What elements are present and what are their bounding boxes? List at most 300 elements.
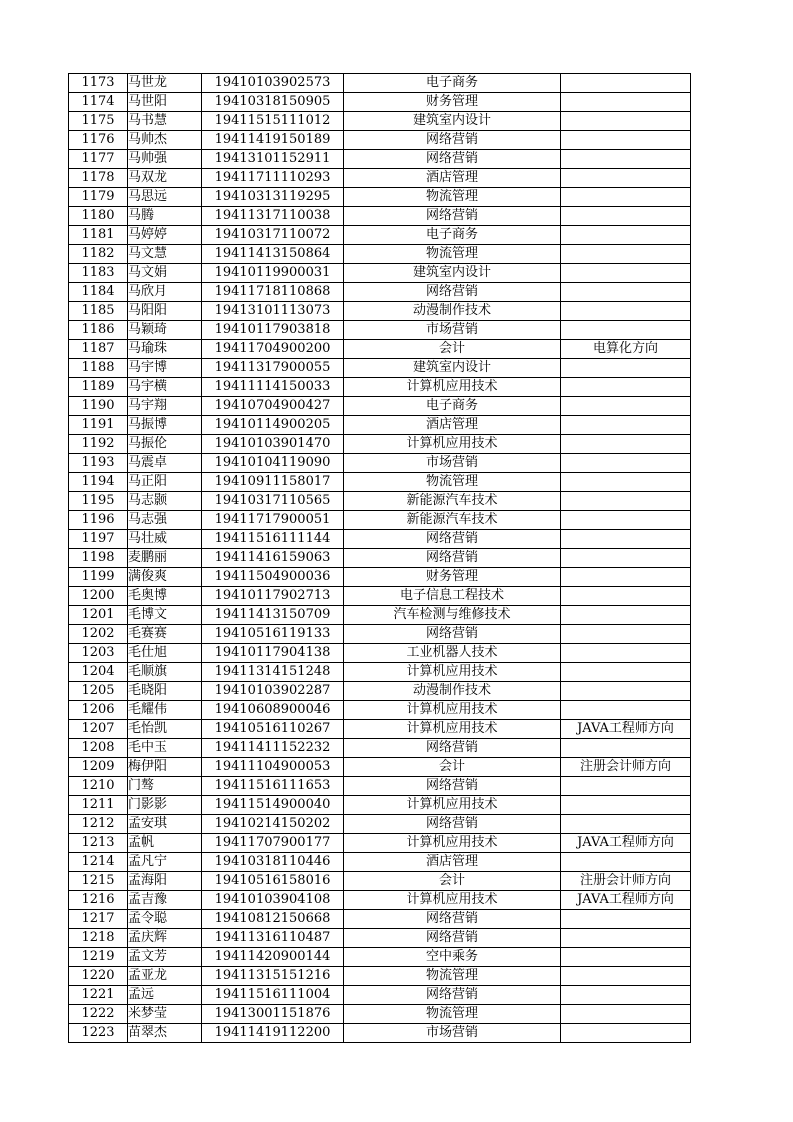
student-name-cell: 马壮威 bbox=[128, 530, 202, 549]
student-id-cell: 19410812150668 bbox=[202, 910, 344, 929]
table-row bbox=[69, 74, 691, 93]
row-number-cell: 1201 bbox=[69, 606, 128, 625]
direction-cell bbox=[561, 511, 691, 530]
table-row bbox=[69, 891, 691, 910]
row-number-cell: 1173 bbox=[69, 74, 128, 93]
row-number-cell: 1207 bbox=[69, 720, 128, 739]
major-cell: 计算机应用技术 bbox=[344, 663, 561, 682]
student-id-cell: 19410103902287 bbox=[202, 682, 344, 701]
major-cell: 网络营销 bbox=[344, 131, 561, 150]
student-name-cell: 毛博文 bbox=[128, 606, 202, 625]
major-cell: 物流管理 bbox=[344, 188, 561, 207]
student-name-cell: 马振博 bbox=[128, 416, 202, 435]
student-id-cell: 19411504900036 bbox=[202, 568, 344, 587]
student-name-cell: 马宇博 bbox=[128, 359, 202, 378]
table-row bbox=[69, 796, 691, 815]
table-row bbox=[69, 378, 691, 397]
direction-cell bbox=[561, 302, 691, 321]
major-cell: 财务管理 bbox=[344, 568, 561, 587]
table-row bbox=[69, 872, 691, 891]
major-cell: 电子信息工程技术 bbox=[344, 587, 561, 606]
major-cell: 物流管理 bbox=[344, 473, 561, 492]
direction-cell bbox=[561, 530, 691, 549]
major-cell: 网络营销 bbox=[344, 150, 561, 169]
student-id-cell: 19410103901470 bbox=[202, 435, 344, 454]
major-cell: 计算机应用技术 bbox=[344, 834, 561, 853]
student-id-cell: 19410119900031 bbox=[202, 264, 344, 283]
table-row bbox=[69, 359, 691, 378]
direction-cell: 注册会计师方向 bbox=[561, 872, 691, 891]
table-row bbox=[69, 625, 691, 644]
direction-cell bbox=[561, 910, 691, 929]
student-id-cell: 19411718110868 bbox=[202, 283, 344, 302]
row-number-cell: 1222 bbox=[69, 1005, 128, 1024]
student-name-cell: 马婷婷 bbox=[128, 226, 202, 245]
direction-cell bbox=[561, 74, 691, 93]
major-cell: 物流管理 bbox=[344, 245, 561, 264]
row-number-cell: 1213 bbox=[69, 834, 128, 853]
major-cell: 计算机应用技术 bbox=[344, 720, 561, 739]
direction-cell bbox=[561, 188, 691, 207]
student-name-cell: 马文慧 bbox=[128, 245, 202, 264]
student-id-cell: 19410117904138 bbox=[202, 644, 344, 663]
direction-cell bbox=[561, 815, 691, 834]
major-cell: 物流管理 bbox=[344, 967, 561, 986]
row-number-cell: 1189 bbox=[69, 378, 128, 397]
row-number-cell: 1180 bbox=[69, 207, 128, 226]
student-name-cell: 马腾 bbox=[128, 207, 202, 226]
student-name-cell: 毛奥博 bbox=[128, 587, 202, 606]
student-id-cell: 19411704900200 bbox=[202, 340, 344, 359]
direction-cell bbox=[561, 378, 691, 397]
student-name-cell: 马帅杰 bbox=[128, 131, 202, 150]
table-row bbox=[69, 473, 691, 492]
student-name-cell: 马欣月 bbox=[128, 283, 202, 302]
row-number-cell: 1182 bbox=[69, 245, 128, 264]
row-number-cell: 1223 bbox=[69, 1024, 128, 1043]
direction-cell bbox=[561, 549, 691, 568]
row-number-cell: 1210 bbox=[69, 777, 128, 796]
student-name-cell: 毛仕旭 bbox=[128, 644, 202, 663]
student-id-cell: 19411516111144 bbox=[202, 530, 344, 549]
row-number-cell: 1206 bbox=[69, 701, 128, 720]
row-number-cell: 1200 bbox=[69, 587, 128, 606]
direction-cell bbox=[561, 1005, 691, 1024]
student-name-cell: 马震卓 bbox=[128, 454, 202, 473]
student-id-cell: 19410516158016 bbox=[202, 872, 344, 891]
row-number-cell: 1198 bbox=[69, 549, 128, 568]
table-row bbox=[69, 777, 691, 796]
student-name-cell: 马正阳 bbox=[128, 473, 202, 492]
row-number-cell: 1174 bbox=[69, 93, 128, 112]
major-cell: 会计 bbox=[344, 340, 561, 359]
student-name-cell: 马志颢 bbox=[128, 492, 202, 511]
row-number-cell: 1192 bbox=[69, 435, 128, 454]
table-row bbox=[69, 663, 691, 682]
student-id-cell: 19410704900427 bbox=[202, 397, 344, 416]
major-cell: 市场营销 bbox=[344, 321, 561, 340]
row-number-cell: 1178 bbox=[69, 169, 128, 188]
student-name-cell: 马世阳 bbox=[128, 93, 202, 112]
direction-cell bbox=[561, 967, 691, 986]
table-row bbox=[69, 910, 691, 929]
major-cell: 网络营销 bbox=[344, 986, 561, 1005]
row-number-cell: 1194 bbox=[69, 473, 128, 492]
direction-cell bbox=[561, 207, 691, 226]
direction-cell bbox=[561, 435, 691, 454]
direction-cell bbox=[561, 131, 691, 150]
student-name-cell: 满俊爽 bbox=[128, 568, 202, 587]
student-name-cell: 苗翠杰 bbox=[128, 1024, 202, 1043]
table-row bbox=[69, 302, 691, 321]
student-id-cell: 19411420900144 bbox=[202, 948, 344, 967]
major-cell: 会计 bbox=[344, 872, 561, 891]
row-number-cell: 1179 bbox=[69, 188, 128, 207]
table-row bbox=[69, 264, 691, 283]
row-number-cell: 1204 bbox=[69, 663, 128, 682]
table-row bbox=[69, 283, 691, 302]
student-id-cell: 19410318110446 bbox=[202, 853, 344, 872]
table-row bbox=[69, 112, 691, 131]
major-cell: 建筑室内设计 bbox=[344, 264, 561, 283]
major-cell: 酒店管理 bbox=[344, 169, 561, 188]
student-id-cell: 19411516111653 bbox=[202, 777, 344, 796]
row-number-cell: 1175 bbox=[69, 112, 128, 131]
direction-cell: 注册会计师方向 bbox=[561, 758, 691, 777]
direction-cell bbox=[561, 853, 691, 872]
student-roster-table bbox=[68, 73, 691, 1043]
table-row bbox=[69, 682, 691, 701]
student-id-cell: 19411317900055 bbox=[202, 359, 344, 378]
major-cell: 网络营销 bbox=[344, 777, 561, 796]
major-cell: 酒店管理 bbox=[344, 416, 561, 435]
direction-cell bbox=[561, 929, 691, 948]
student-id-cell: 19410114900205 bbox=[202, 416, 344, 435]
row-number-cell: 1186 bbox=[69, 321, 128, 340]
table-row bbox=[69, 454, 691, 473]
direction-cell: JAVA工程师方向 bbox=[561, 834, 691, 853]
major-cell: 网络营销 bbox=[344, 530, 561, 549]
direction-cell bbox=[561, 948, 691, 967]
direction-cell bbox=[561, 606, 691, 625]
table-row bbox=[69, 397, 691, 416]
student-name-cell: 马振伦 bbox=[128, 435, 202, 454]
table-row bbox=[69, 1005, 691, 1024]
student-id-cell: 19413001151876 bbox=[202, 1005, 344, 1024]
student-id-cell: 19411114150033 bbox=[202, 378, 344, 397]
row-number-cell: 1181 bbox=[69, 226, 128, 245]
direction-cell bbox=[561, 1024, 691, 1043]
major-cell: 动漫制作技术 bbox=[344, 302, 561, 321]
direction-cell bbox=[561, 739, 691, 758]
direction-cell bbox=[561, 454, 691, 473]
student-name-cell: 马志强 bbox=[128, 511, 202, 530]
student-id-cell: 19411419150189 bbox=[202, 131, 344, 150]
major-cell: 动漫制作技术 bbox=[344, 682, 561, 701]
student-name-cell: 马思远 bbox=[128, 188, 202, 207]
student-name-cell: 毛顺旗 bbox=[128, 663, 202, 682]
row-number-cell: 1184 bbox=[69, 283, 128, 302]
row-number-cell: 1183 bbox=[69, 264, 128, 283]
row-number-cell: 1219 bbox=[69, 948, 128, 967]
table-row bbox=[69, 188, 691, 207]
student-name-cell: 马世龙 bbox=[128, 74, 202, 93]
major-cell: 电子商务 bbox=[344, 74, 561, 93]
student-id-cell: 19411419112200 bbox=[202, 1024, 344, 1043]
student-name-cell: 孟海阳 bbox=[128, 872, 202, 891]
student-name-cell: 麦鹏丽 bbox=[128, 549, 202, 568]
direction-cell: 电算化方向 bbox=[561, 340, 691, 359]
row-number-cell: 1187 bbox=[69, 340, 128, 359]
row-number-cell: 1220 bbox=[69, 967, 128, 986]
student-name-cell: 门影影 bbox=[128, 796, 202, 815]
major-cell: 网络营销 bbox=[344, 929, 561, 948]
student-name-cell: 马文娟 bbox=[128, 264, 202, 283]
student-id-cell: 19410214150202 bbox=[202, 815, 344, 834]
student-name-cell: 马瑜珠 bbox=[128, 340, 202, 359]
row-number-cell: 1216 bbox=[69, 891, 128, 910]
table-row bbox=[69, 948, 691, 967]
table-row bbox=[69, 416, 691, 435]
major-cell: 网络营销 bbox=[344, 207, 561, 226]
student-name-cell: 马阳阳 bbox=[128, 302, 202, 321]
major-cell: 计算机应用技术 bbox=[344, 435, 561, 454]
direction-cell bbox=[561, 150, 691, 169]
major-cell: 市场营销 bbox=[344, 454, 561, 473]
table-row bbox=[69, 150, 691, 169]
table-row bbox=[69, 321, 691, 340]
student-id-cell: 19411515111012 bbox=[202, 112, 344, 131]
table-row bbox=[69, 929, 691, 948]
student-name-cell: 毛晓阳 bbox=[128, 682, 202, 701]
student-id-cell: 19411413150864 bbox=[202, 245, 344, 264]
major-cell: 新能源汽车技术 bbox=[344, 511, 561, 530]
student-name-cell: 马宇翔 bbox=[128, 397, 202, 416]
student-id-cell: 19410911158017 bbox=[202, 473, 344, 492]
table-row bbox=[69, 549, 691, 568]
direction-cell bbox=[561, 701, 691, 720]
direction-cell bbox=[561, 264, 691, 283]
direction-cell bbox=[561, 663, 691, 682]
direction-cell bbox=[561, 473, 691, 492]
student-name-cell: 门骜 bbox=[128, 777, 202, 796]
direction-cell: JAVA工程师方向 bbox=[561, 720, 691, 739]
table-row bbox=[69, 93, 691, 112]
table-row bbox=[69, 492, 691, 511]
table-row bbox=[69, 739, 691, 758]
row-number-cell: 1218 bbox=[69, 929, 128, 948]
row-number-cell: 1211 bbox=[69, 796, 128, 815]
student-id-cell: 19411413150709 bbox=[202, 606, 344, 625]
major-cell: 电子商务 bbox=[344, 226, 561, 245]
major-cell: 酒店管理 bbox=[344, 853, 561, 872]
row-number-cell: 1203 bbox=[69, 644, 128, 663]
student-id-cell: 19410117902713 bbox=[202, 587, 344, 606]
student-name-cell: 毛怡凯 bbox=[128, 720, 202, 739]
student-id-cell: 19411514900040 bbox=[202, 796, 344, 815]
row-number-cell: 1209 bbox=[69, 758, 128, 777]
row-number-cell: 1205 bbox=[69, 682, 128, 701]
student-name-cell: 孟令聪 bbox=[128, 910, 202, 929]
student-id-cell: 19411315151216 bbox=[202, 967, 344, 986]
table-row bbox=[69, 967, 691, 986]
major-cell: 会计 bbox=[344, 758, 561, 777]
direction-cell bbox=[561, 682, 691, 701]
direction-cell bbox=[561, 283, 691, 302]
student-name-cell: 孟文芳 bbox=[128, 948, 202, 967]
major-cell: 建筑室内设计 bbox=[344, 359, 561, 378]
row-number-cell: 1199 bbox=[69, 568, 128, 587]
table-row bbox=[69, 815, 691, 834]
student-name-cell: 马书慧 bbox=[128, 112, 202, 131]
major-cell: 计算机应用技术 bbox=[344, 378, 561, 397]
student-id-cell: 19410608900046 bbox=[202, 701, 344, 720]
student-id-cell: 19411104900053 bbox=[202, 758, 344, 777]
table-row bbox=[69, 568, 691, 587]
major-cell: 电子商务 bbox=[344, 397, 561, 416]
direction-cell bbox=[561, 625, 691, 644]
major-cell: 计算机应用技术 bbox=[344, 701, 561, 720]
student-id-cell: 19411711110293 bbox=[202, 169, 344, 188]
major-cell: 网络营销 bbox=[344, 815, 561, 834]
student-name-cell: 梅伊阳 bbox=[128, 758, 202, 777]
table-row bbox=[69, 435, 691, 454]
major-cell: 网络营销 bbox=[344, 910, 561, 929]
table-row bbox=[69, 986, 691, 1005]
table-row bbox=[69, 587, 691, 606]
direction-cell bbox=[561, 245, 691, 264]
roster-body bbox=[69, 74, 691, 1043]
direction-cell bbox=[561, 416, 691, 435]
row-number-cell: 1208 bbox=[69, 739, 128, 758]
direction-cell bbox=[561, 359, 691, 378]
direction-cell bbox=[561, 169, 691, 188]
major-cell: 汽车检测与维修技术 bbox=[344, 606, 561, 625]
student-name-cell: 孟庆辉 bbox=[128, 929, 202, 948]
student-name-cell: 孟亚龙 bbox=[128, 967, 202, 986]
student-id-cell: 19410104119090 bbox=[202, 454, 344, 473]
table-row bbox=[69, 644, 691, 663]
major-cell: 物流管理 bbox=[344, 1005, 561, 1024]
student-id-cell: 19411717900051 bbox=[202, 511, 344, 530]
table-row bbox=[69, 720, 691, 739]
major-cell: 计算机应用技术 bbox=[344, 891, 561, 910]
student-id-cell: 19411317110038 bbox=[202, 207, 344, 226]
student-name-cell: 马宇横 bbox=[128, 378, 202, 397]
student-id-cell: 19411516111004 bbox=[202, 986, 344, 1005]
major-cell: 建筑室内设计 bbox=[344, 112, 561, 131]
student-name-cell: 孟远 bbox=[128, 986, 202, 1005]
major-cell: 网络营销 bbox=[344, 549, 561, 568]
direction-cell bbox=[561, 492, 691, 511]
table-row bbox=[69, 511, 691, 530]
major-cell: 计算机应用技术 bbox=[344, 796, 561, 815]
student-name-cell: 孟吉豫 bbox=[128, 891, 202, 910]
student-id-cell: 19410103904108 bbox=[202, 891, 344, 910]
row-number-cell: 1197 bbox=[69, 530, 128, 549]
row-number-cell: 1214 bbox=[69, 853, 128, 872]
major-cell: 网络营销 bbox=[344, 739, 561, 758]
table-row bbox=[69, 226, 691, 245]
row-number-cell: 1177 bbox=[69, 150, 128, 169]
direction-cell bbox=[561, 587, 691, 606]
student-name-cell: 毛中玉 bbox=[128, 739, 202, 758]
direction-cell bbox=[561, 777, 691, 796]
direction-cell bbox=[561, 568, 691, 587]
student-id-cell: 19411316110487 bbox=[202, 929, 344, 948]
student-id-cell: 19410317110565 bbox=[202, 492, 344, 511]
table-row bbox=[69, 245, 691, 264]
student-name-cell: 孟安琪 bbox=[128, 815, 202, 834]
major-cell: 财务管理 bbox=[344, 93, 561, 112]
table-row bbox=[69, 834, 691, 853]
direction-cell bbox=[561, 397, 691, 416]
student-name-cell: 毛耀伟 bbox=[128, 701, 202, 720]
major-cell: 新能源汽车技术 bbox=[344, 492, 561, 511]
table-row bbox=[69, 701, 691, 720]
direction-cell bbox=[561, 644, 691, 663]
table-row bbox=[69, 169, 691, 188]
student-name-cell: 米梦莹 bbox=[128, 1005, 202, 1024]
row-number-cell: 1188 bbox=[69, 359, 128, 378]
major-cell: 网络营销 bbox=[344, 283, 561, 302]
row-number-cell: 1185 bbox=[69, 302, 128, 321]
major-cell: 空中乘务 bbox=[344, 948, 561, 967]
table-row bbox=[69, 207, 691, 226]
student-name-cell: 马帅强 bbox=[128, 150, 202, 169]
student-id-cell: 19411416159063 bbox=[202, 549, 344, 568]
table-row bbox=[69, 853, 691, 872]
table-row bbox=[69, 530, 691, 549]
student-id-cell: 19411707900177 bbox=[202, 834, 344, 853]
row-number-cell: 1215 bbox=[69, 872, 128, 891]
student-id-cell: 19410313119295 bbox=[202, 188, 344, 207]
row-number-cell: 1190 bbox=[69, 397, 128, 416]
table-row bbox=[69, 606, 691, 625]
major-cell: 工业机器人技术 bbox=[344, 644, 561, 663]
student-id-cell: 19410516110267 bbox=[202, 720, 344, 739]
direction-cell bbox=[561, 796, 691, 815]
student-name-cell: 毛赛赛 bbox=[128, 625, 202, 644]
direction-cell bbox=[561, 226, 691, 245]
major-cell: 网络营销 bbox=[344, 625, 561, 644]
student-name-cell: 孟帆 bbox=[128, 834, 202, 853]
student-id-cell: 19410117903818 bbox=[202, 321, 344, 340]
student-id-cell: 19410516119133 bbox=[202, 625, 344, 644]
row-number-cell: 1202 bbox=[69, 625, 128, 644]
row-number-cell: 1221 bbox=[69, 986, 128, 1005]
row-number-cell: 1191 bbox=[69, 416, 128, 435]
student-id-cell: 19410103902573 bbox=[202, 74, 344, 93]
direction-cell bbox=[561, 986, 691, 1005]
row-number-cell: 1176 bbox=[69, 131, 128, 150]
table-row bbox=[69, 1024, 691, 1043]
student-name-cell: 马颖琦 bbox=[128, 321, 202, 340]
student-id-cell: 19413101152911 bbox=[202, 150, 344, 169]
row-number-cell: 1212 bbox=[69, 815, 128, 834]
row-number-cell: 1196 bbox=[69, 511, 128, 530]
row-number-cell: 1195 bbox=[69, 492, 128, 511]
direction-cell bbox=[561, 112, 691, 131]
student-name-cell: 马双龙 bbox=[128, 169, 202, 188]
student-id-cell: 19410318150905 bbox=[202, 93, 344, 112]
table-row bbox=[69, 131, 691, 150]
student-id-cell: 19411314151248 bbox=[202, 663, 344, 682]
student-id-cell: 19411411152232 bbox=[202, 739, 344, 758]
major-cell: 市场营销 bbox=[344, 1024, 561, 1043]
row-number-cell: 1193 bbox=[69, 454, 128, 473]
student-id-cell: 19410317110072 bbox=[202, 226, 344, 245]
